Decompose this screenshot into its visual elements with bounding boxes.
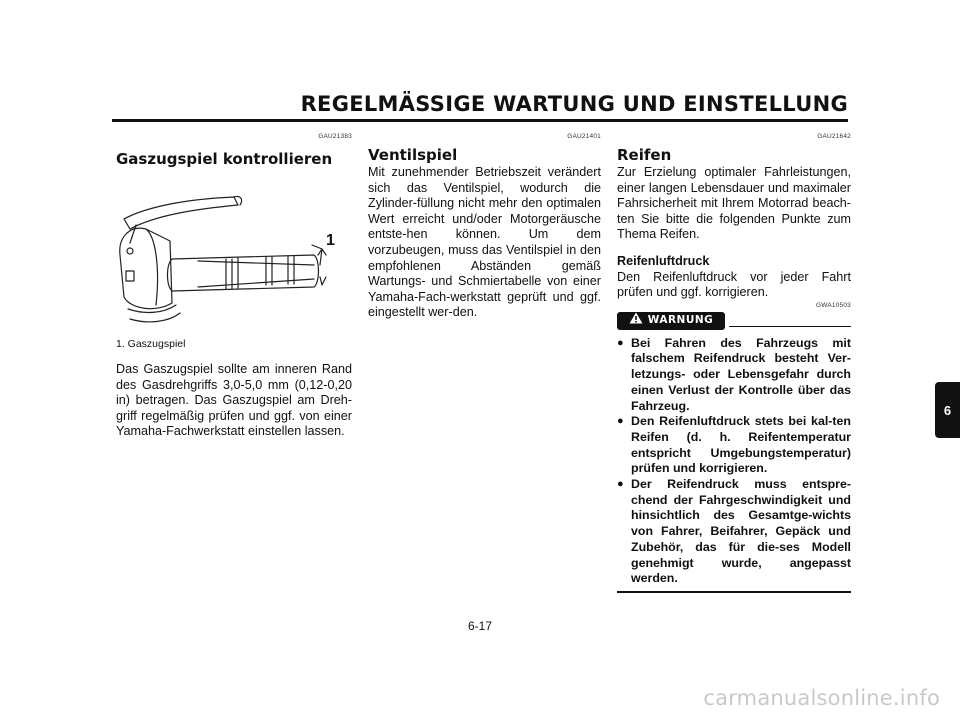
warning-label: WARNUNG <box>647 313 714 326</box>
section-code: GAU21401 <box>567 133 601 140</box>
column-throttle-cable <box>116 133 352 440</box>
throttle-grip-drawing <box>116 185 352 325</box>
section-code: GAU21383 <box>318 133 352 140</box>
page-title: REGELMÄSSIGE WARTUNG UND EINSTELLUNG <box>300 92 848 116</box>
page-header <box>0 92 960 122</box>
warning-rule <box>729 326 851 327</box>
section-heading: Reifen <box>617 146 672 164</box>
section-intro: Zur Erzielung optimaler Fahrleistungen, einer langen Lebensdauer und maximaler Fahrsicherheit mit Ihrem Motorrad beach-ten Sie bitte die folgenden Punkte zum Thema Reifen. <box>617 165 851 242</box>
section-code: GAU21642 <box>817 133 851 140</box>
column-valve-clearance <box>368 133 601 321</box>
warning-code: GWA10503 <box>816 301 851 309</box>
throttle-grip-illustration <box>116 185 352 325</box>
figure-callout-number: 1 <box>326 232 335 249</box>
page-number: 6-17 <box>467 619 493 633</box>
warning-item: ● Den Reifenluftdruck stets bei kal-ten Reifen (d. h. Reifentemperatur entspricht Umgebungstemperatur) prüfen und korrigieren. <box>617 414 851 477</box>
watermark: carmanualsonline.info <box>703 686 940 710</box>
warning-item: ● Der Reifendruck muss entspre-chend der Fahrgeschwindigkeit und hinsichtlich des Gesamtge-wichts von Fahrer, Beifahrer, Gepäck und Zubehör, das für die-ses Modell genehmigt wurde, angepasst werden. <box>617 477 851 587</box>
warning-item: ● Bei Fahren des Fahrzeugs mit falschem Reifendruck besteht Ver-letzungs- oder Lebensgefahr durch einen Verlust der Kontrolle über das Fahrzeug. <box>617 336 851 415</box>
section-heading: Ventilspiel <box>368 146 458 164</box>
subsection-body: Den Reifenluftdruck vor jeder Fahrt prüfen und ggf. korrigieren. <box>617 269 851 300</box>
warning-header <box>617 312 851 332</box>
section-heading: Gaszugspiel kontrollieren <box>116 150 333 168</box>
figure-caption: 1. Gaszugspiel <box>116 338 186 350</box>
warning-bottom-rule <box>617 591 851 593</box>
warning-list <box>617 336 851 587</box>
section-body: Das Gaszugspiel sollte am inneren Rand des Gasdrehgriffs 3,0-5,0 mm (0,12-0,20 in) betragen. Das Gaszugspiel am Dreh-griff regelmäßig prüfen und ggf. von einer Yamaha-Fachwerkstatt einstellen lassen. <box>116 362 352 439</box>
section-body: Mit zunehmender Betriebszeit verändert sich das Ventilspiel, wodurch die Zylinder-füllung nicht mehr den optimalen Wert erreicht und/oder Motorgeräusche entste-hen können. Um dem vorzubeugen, muss das Ventilspiel in den empfohlenen Abständen gemäß Wartungs- und Schmiertabelle von einer Yamaha-Fach-werkstatt geprüft und ggf. eingestellt wer-den. <box>368 165 601 320</box>
header-rule <box>112 119 848 122</box>
warning-triangle-icon <box>629 312 643 330</box>
subsection-heading: Reifenluftdruck <box>617 253 710 268</box>
column-tires <box>617 133 851 593</box>
warning-badge <box>617 312 725 330</box>
chapter-tab: 6 <box>935 382 960 438</box>
